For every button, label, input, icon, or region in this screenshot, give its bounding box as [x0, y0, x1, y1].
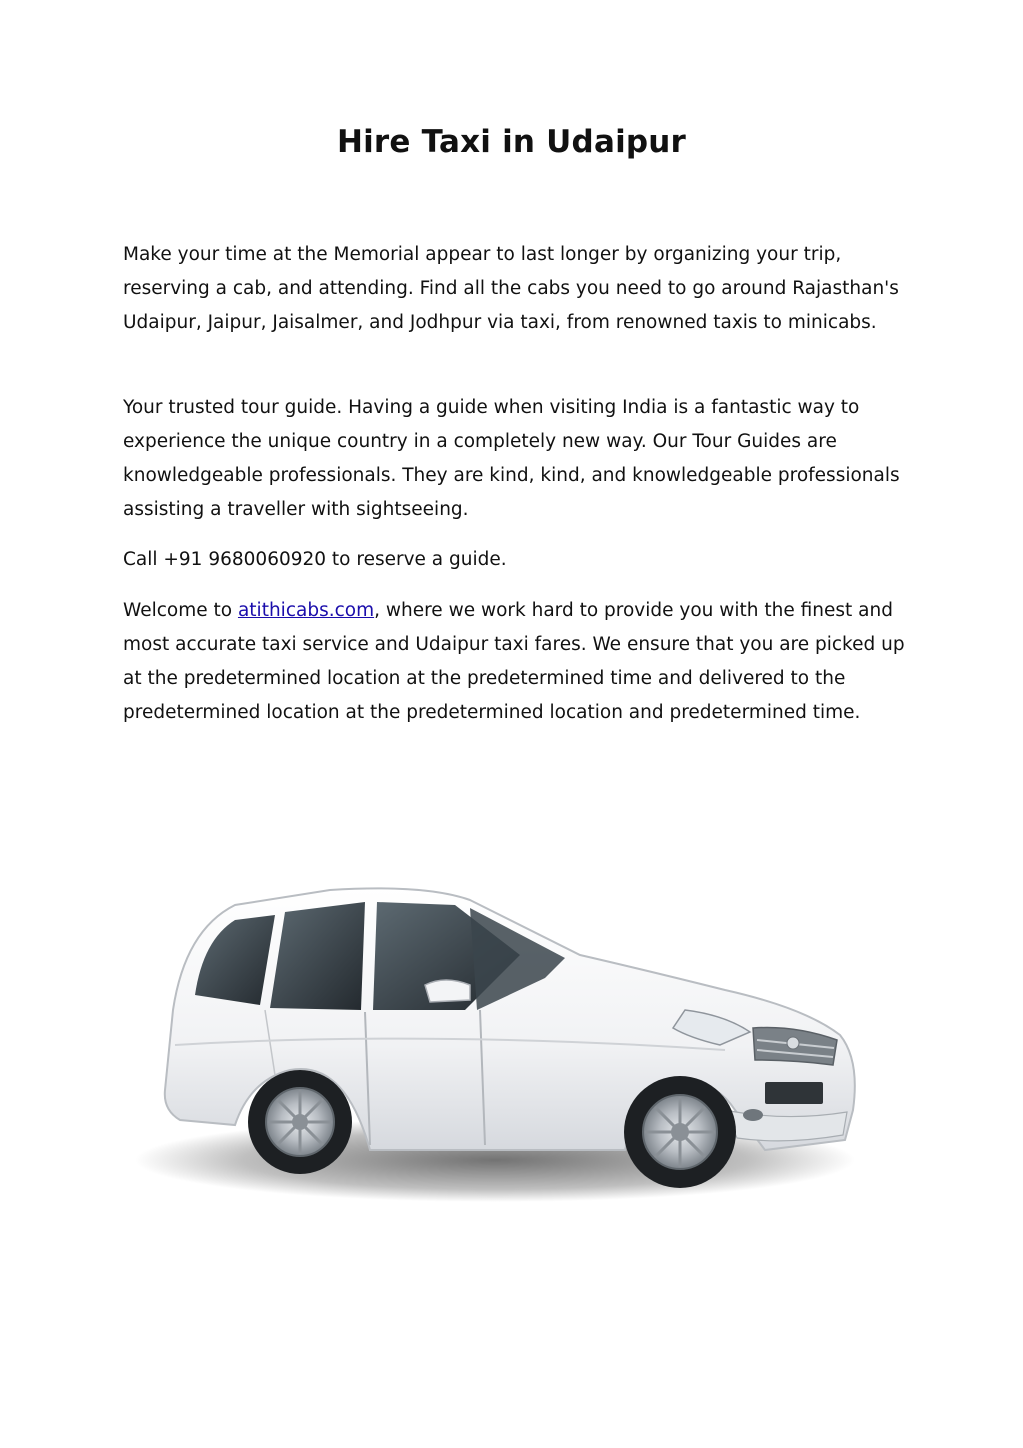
paragraph-intro: Make your time at the Memorial appear to last longer by organizing your trip, reserving a cab, and attending. Find all the cabs you need to go around Rajasthan's Udaipur, Jaipur, Jaisalmer, and Jodhpur via taxi, from renowned taxis to minicabs. — [123, 244, 899, 333]
paragraph-tour-guide: Your trusted tour guide. Having a guide when visiting India is a fantastic way to experience the unique country in a completely new way. Our Tour Guides are knowledgeable professionals. They are kind, kind, and knowledgeable professionals assisting a traveller with sightseeing. — [123, 397, 900, 520]
paragraph-welcome — [123, 594, 913, 730]
welcome-text-before: Welcome to — [123, 600, 238, 621]
minivan-car-icon — [125, 860, 875, 1230]
paragraph-call: Call +91 9680060920 to reserve a guide. — [123, 549, 507, 570]
welcome-text-after: , where we work hard to provide you with the finest and most accurate taxi service and Udaipur taxi fares. We ensure that you are picked up at the predetermined location at the predetermined time and delivered to the predetermined location at the predetermined location and predetermined time. — [123, 600, 905, 723]
page-title: Hire Taxi in Udaipur — [336, 124, 687, 160]
atithicabs-link[interactable]: atithicabs.com — [237, 600, 375, 621]
